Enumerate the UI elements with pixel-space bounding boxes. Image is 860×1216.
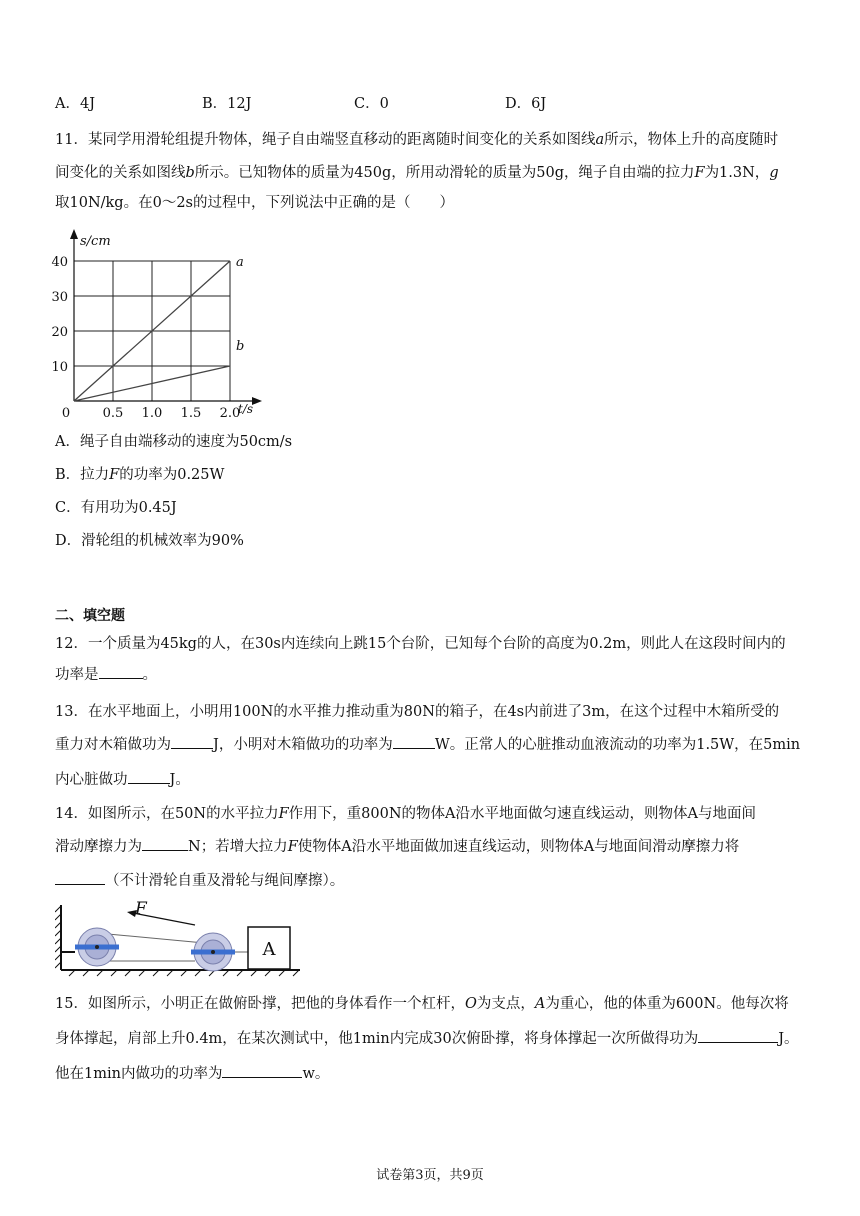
x-axis-label: t/s <box>238 402 254 416</box>
q11-option-a: A．绳子自由端移动的速度为50cm/s <box>55 434 293 450</box>
q11-stem-line3: 取10N/kg。在0～2s的过程中，下列说法中正确的是（ ） <box>55 195 454 211</box>
q11-chart <box>50 225 290 425</box>
q13-line1: 13．在水平地面上，小明用100N的水平推力推动重为80N的箱子，在4s内前进了3m，在这个过程中木箱所受的 <box>55 704 780 720</box>
q11-option-d: D．滑轮组的机械效率为90% <box>55 533 244 549</box>
q15-blank-2[interactable] <box>222 1063 302 1078</box>
q13-blank-1[interactable] <box>171 734 213 749</box>
y-axis-label: s/cm <box>80 234 111 249</box>
q14-line1: 14．如图所示，在50N的水平拉力F作用下，重800N的物体A沿水平地面做匀速直线运动，则物体A与地面间 <box>55 806 756 822</box>
block-a-label: A <box>262 939 276 960</box>
force-arrow <box>127 900 195 925</box>
q15-line1: 15．如图所示，小明正在做俯卧撑，把他的身体看作一个杠杆，O为支点，A为重心，他的体重为600N。他每次将 <box>55 996 789 1012</box>
x-tick-label: 2.0 <box>219 406 241 421</box>
q14-blank-1[interactable] <box>142 836 188 851</box>
section-heading-fill-in: 二、填空题 <box>55 608 125 624</box>
q11-stem-line2: 间变化的关系如图线b所示。已知物体的质量为450g，所用动滑轮的质量为50g，绳子自由端的拉力F为1.3N，g <box>55 165 779 181</box>
q10-option-b: B．12J <box>202 96 252 112</box>
y-tick-label: 10 <box>51 360 68 375</box>
x-tick-label: 1.5 <box>180 406 202 421</box>
q10-option-d: D．6J <box>505 96 547 112</box>
q14-pulley-figure <box>55 900 305 980</box>
wall <box>55 905 61 970</box>
x-tick-label: 0 <box>61 406 71 421</box>
q14-line2: 滑动摩擦力为 N；若增大拉力F使物体A沿水平地面做加速直线运动，则物体A与地面间滑动摩擦力将 <box>55 836 739 857</box>
q12-line2: 功率是 。 <box>55 664 157 685</box>
series-label-a: a <box>236 255 244 270</box>
x-tick-label: 1.0 <box>141 406 163 421</box>
movable-pulley <box>191 933 235 971</box>
ground <box>61 970 300 976</box>
q13-blank-3[interactable] <box>128 769 170 784</box>
q10-option-c: C．0 <box>354 96 389 112</box>
q13-line3: 内心脏做功 J。 <box>55 769 190 790</box>
chart-series <box>74 255 244 401</box>
q10-option-a: A．4J <box>55 96 96 112</box>
q12-line1: 12．一个质量为45kg的人，在30s内连续向上跳15个台阶，已知每个台阶的高度为0.2m，则此人在这段时间内的 <box>55 636 786 652</box>
series-label-b: b <box>236 339 245 354</box>
q14-line3: （不计滑轮自重及滑轮与绳间摩擦）。 <box>55 870 344 891</box>
q11-stem-line1: 11．某同学用滑轮组提升物体，绳子自由端竖直移动的距离随时间变化的关系如图线a所示，物体上升的高度随时 <box>55 132 779 148</box>
q15-line3: 他在1min内做功的功率为 w。 <box>55 1063 329 1084</box>
q15-line2: 身体撑起，肩部上升0.4m，在某次测试中，他1min内完成30次俯卧撑，将身体撑起一次所做得功为 J。 <box>55 1028 799 1049</box>
q13-line2: 重力对木箱做功为 J，小明对木箱做功的功率为 W。正常人的心脏推动血液流动的功率为1.5W，在5min <box>55 734 800 755</box>
y-tick-label: 40 <box>51 255 68 270</box>
y-tick-label: 30 <box>51 290 68 305</box>
q12-answer-blank[interactable] <box>99 664 143 679</box>
q11-option-b: B．拉力F的功率为0.25W <box>55 467 225 483</box>
q14-blank-2[interactable] <box>55 870 105 885</box>
block-a <box>248 927 290 969</box>
force-label: F <box>135 900 147 919</box>
fixed-pulley <box>75 928 119 966</box>
x-axis-arrow <box>252 397 262 405</box>
q13-blank-2[interactable] <box>393 734 435 749</box>
q15-blank-1[interactable] <box>698 1028 778 1043</box>
y-tick-label: 20 <box>51 325 68 340</box>
q11-option-c: C．有用功为0.45J <box>55 500 177 516</box>
page-footer: 试卷第3页，共9页 <box>376 1168 484 1183</box>
y-axis-arrow <box>70 229 78 239</box>
x-tick-label: 0.5 <box>102 406 124 421</box>
